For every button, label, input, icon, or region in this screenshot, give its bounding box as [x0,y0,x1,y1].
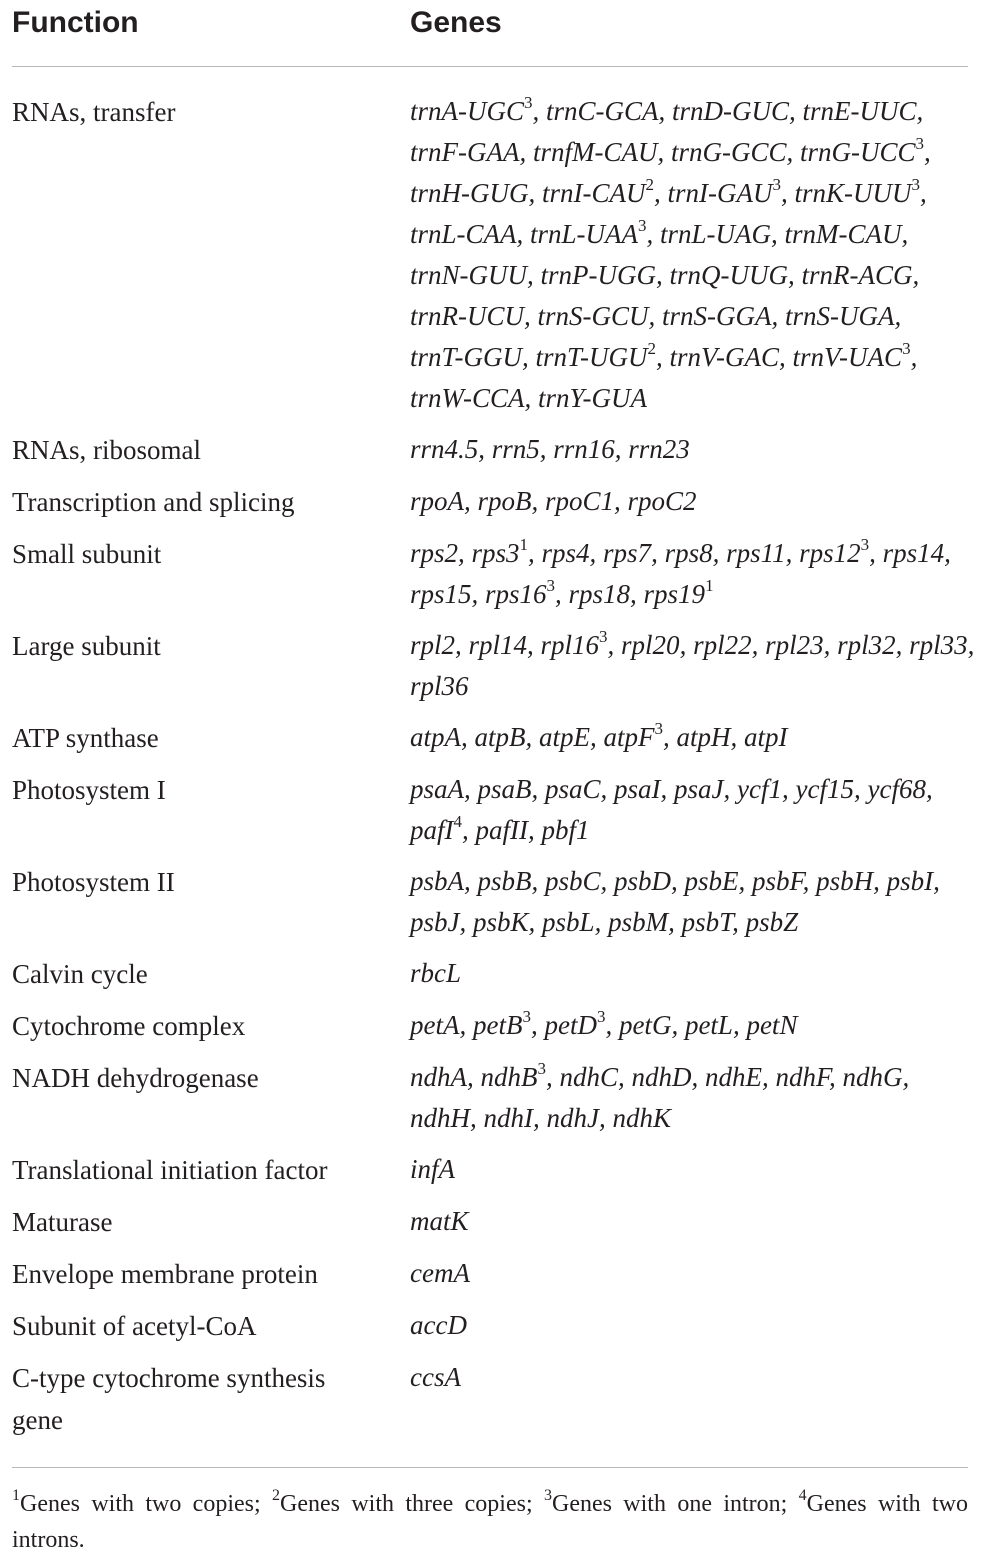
function-cell: Calvin cycle [12,959,148,989]
genes-line [410,953,968,994]
genes-line: trnH-GUG, trnI-CAU$^2$, trnI-GAU$^3$, trnK-UUU$^3$, [410,175,927,208]
gene-name: trnM-CAU [784,219,902,249]
gene-name: $rps12^3$ [799,535,870,568]
gene-name: atpF$^3$ [603,719,663,752]
gene-name: atpA [410,722,461,752]
genes-line: atpA, atpB, atpE, atpF$^3$, atpH, atpI [410,719,788,752]
table-body [12,67,975,1441]
gene-name: psbL [542,907,595,937]
gene-name: rrn23 [628,434,690,464]
gene-name: ndhF [775,1062,830,1092]
gene-name: rpoB [477,486,532,516]
gene-name: trnT-GGU [410,342,523,372]
footnote-marker: 3 [524,93,533,112]
gene-name: psbT [681,907,733,937]
gene-name: psbI [886,866,934,896]
gene-name: trnD-GUC [672,96,790,126]
gene-name: rpl23 [765,630,824,660]
gene-name: ndhI [483,1103,533,1133]
genes-line: rrn4.5, rrn5, rrn16, rrn23 [410,434,690,464]
function-cell: Large subunit [12,631,161,661]
gene-name: rps11 [726,538,786,568]
gene-name: trnC-GCA [546,96,659,126]
gene-name: atpI [744,722,788,752]
gene-name: petB$^3$ [472,1007,531,1040]
genes-line [410,1149,968,1190]
table-row [12,1357,968,1441]
genes-line: trnW-CCA, trnY-GUA [410,383,648,413]
footnote-marker: 3 [599,627,608,646]
genes-line: rps15, $rps16^3$, rps18, $rps19^1$ [410,576,714,609]
gene-name: rpoC2 [627,486,697,516]
gene-name: trnG-UCC$^3$ [800,134,925,167]
gene-name: psaB [477,774,532,804]
function-cell: RNAs, ribosomal [12,435,201,465]
gene-name: cemA [410,1258,470,1288]
gene-name: trnL-CAA [410,219,517,249]
genes-line: psbA, psbB, psbC, psbD, psbE, psbF, psbH, psbI, [410,866,940,896]
table-row [12,481,968,523]
gene-name: trnA-UGC$^3$ [410,93,533,126]
function-cell: Subunit of acetyl-CoA [12,1311,257,1341]
gene-name: trnV-UAC$^3$ [792,339,911,372]
gene-name: trnY-GUA [538,383,648,413]
gene-name: ndhH [410,1103,470,1133]
gene-name: psaA [410,774,464,804]
genes-cell [410,953,968,994]
gene-name: psbC [545,866,601,896]
genes-cell [410,481,968,522]
footnote-marker: 3 [911,175,920,194]
footnote-marker: 2 [645,175,654,194]
gene-name: rps15 [410,579,472,609]
gene-name: psbE [684,866,739,896]
footnote-marker: 1 [519,535,529,554]
function-cell: RNAs, transfer [12,97,176,127]
genes-cell [410,717,968,758]
function-cell: NADH dehydrogenase [12,1063,259,1093]
footnote-marker: 3 [654,719,663,738]
gene-name: ccsA [410,1362,461,1392]
gene-name: psbF [752,866,803,896]
genes-line [410,666,974,707]
gene-name: ndhD [631,1062,692,1092]
gene-name: ycf15 [795,774,854,804]
gene-name: trnI-GAU$^3$ [667,175,781,208]
gene-name: $rps3^1$ [471,535,529,568]
gene-name: ndhG [842,1062,903,1092]
gene-name: ndhK [612,1103,671,1133]
gene-name: rpoC1 [545,486,615,516]
gene-name: trnR-UCU [410,301,524,331]
genes-cell [410,861,968,943]
gene-name: $rps19^1$ [643,576,714,609]
genes-line [410,1305,968,1346]
table-row [12,953,968,995]
gene-name: rpl33 [909,630,968,660]
gene-name: matK [410,1206,469,1236]
footnote-item: $^1$Genes with two copies [12,1487,254,1517]
table-row [12,717,968,759]
gene-name: atpB [474,722,526,752]
gene-name: rps2 [410,538,459,568]
genes-line: rpoA, rpoB, rpoC1, rpoC2 [410,486,697,516]
genes-line: trnN-GUU, trnP-UGG, trnQ-UUG, trnR-ACG, [410,260,920,290]
gene-name: trnF-GAA [410,137,520,167]
table-row [12,1005,968,1047]
gene-name: petD$^3$ [544,1007,606,1040]
gene-name: psbM [608,907,669,937]
gene-name: rpl22 [693,630,752,660]
gene-name: rpl20 [621,630,680,660]
gene-name: trnS-GGA [662,301,772,331]
gene-name: psbD [614,866,672,896]
footnote-item: $^2$Genes with three copies [272,1487,526,1517]
genes-line [410,1357,968,1398]
gene-name: trnG-GCC [670,137,787,167]
gene-name: trnH-GUG [410,178,529,208]
header-genes: Genes [410,6,502,39]
gene-name: rpl36 [410,671,469,701]
footnote-marker: 3 [772,175,781,194]
table-row [12,1057,968,1139]
genes-line: trnA-UGC$^3$, trnC-GCA, trnD-GUC, trnE-UUC, [410,93,924,126]
footnote-marker: 3 [638,216,647,235]
gene-name: petN [746,1010,798,1040]
footnote-marker: 3 [915,134,925,153]
gene-name: trnP-UGG [540,260,657,290]
footnote-item: $^3$Genes with one intron [543,1487,781,1517]
footnote-marker: 2 [647,339,657,358]
genes-cell [410,91,968,419]
genes-cell [410,625,974,707]
gene-name: rps4 [541,538,590,568]
gene-name: rps14 [882,538,945,568]
gene-name: atpE [539,722,590,752]
gene-name: $rps16^3$ [485,576,556,609]
function-cell: Translational initiation factor [12,1155,328,1185]
gene-name: psaJ [674,774,724,804]
genes-line: trnR-UCU, trnS-GCU, trnS-GGA, trnS-UGA, [410,301,902,331]
genes-line: rps2, $rps3^1$, rps4, rps7, rps8, rps11, $rps12^3$, rps14, [410,535,951,568]
genes-cell [410,1005,968,1046]
genes-line: ndhA, ndhB$^3$, ndhC, ndhD, ndhE, ndhF, ndhG, [410,1059,910,1092]
gene-name: rps7 [603,538,652,568]
genes-line: trnT-GGU, trnT-UGU$^2$, trnV-GAC, trnV-UAC$^3$, [410,339,918,372]
gene-name: ndhB$^3$ [480,1059,546,1092]
gene-name: pafII [475,815,528,845]
gene-name: rpl2 [410,630,456,660]
genes-cell [410,1057,968,1139]
table-row [12,1201,968,1243]
genes-cell [410,1357,968,1398]
gene-name: psbA [410,866,464,896]
gene-name: psbZ [745,907,799,937]
gene-name: trnQ-UUG [669,260,789,290]
table-row [12,625,975,707]
gene-name: ndhE [705,1062,763,1092]
function-cell: Photosystem II [12,867,175,897]
gene-name: rps18 [568,579,631,609]
gene-name: rrn5 [491,434,540,464]
footnote-marker: 3 [522,1007,531,1026]
genes-line: psaA, psaB, psaC, psaI, psaJ, ycf1, ycf15, ycf68, [410,774,933,804]
gene-name: trnW-CCA [410,383,525,413]
gene-name: petG [618,1010,672,1040]
gene-name: $rpl16^3$ [540,627,608,660]
gene-name: trnL-UAA$^3$ [530,216,647,249]
table-row [12,91,968,419]
genes-line: pafI$^4$, pafII, pbf1 [410,812,590,845]
table-row [12,429,968,471]
gene-name: rpoA [410,486,464,516]
genes-cell [410,769,968,851]
gene-name: rpl14 [468,630,528,660]
footnote-item: $^4$Genes with two introns [12,1487,968,1553]
table-row [12,769,968,851]
gene-name: atpH [676,722,731,752]
table-row [12,1305,968,1347]
footnote-marker: 3 [860,535,870,554]
gene-name: ycf1 [737,774,783,804]
genes-line: rpl2, rpl14, $rpl16^3$, rpl20, rpl22, rpl23, rpl32, rpl33, [410,627,975,660]
gene-name: psbJ [410,907,460,937]
gene-name: petA [410,1010,460,1040]
gene-name: ndhA [410,1062,467,1092]
gene-name: ndhC [559,1062,619,1092]
gene-name: trnR-ACG [801,260,913,290]
footnote-marker: 3 [546,576,556,595]
footnote-marker: 3 [902,339,911,358]
gene-name: pbf1 [541,815,590,845]
gene-name: trnS-UGA [785,301,895,331]
genes-cell [410,1149,968,1190]
gene-name: trnI-CAU$^2$ [542,175,654,208]
gene-name: rrn4.5 [410,434,479,464]
gene-name: rrn16 [553,434,615,464]
function-cell: Transcription and splicing [12,487,295,517]
gene-name: rps8 [664,538,713,568]
table-row [12,1149,968,1191]
genes-line: psbJ, psbK, psbL, psbM, psbT, psbZ [410,907,799,937]
function-cell: ATP synthase [12,723,159,753]
gene-name: psbK [473,907,529,937]
function-cell: Envelope membrane protein [12,1259,318,1289]
table-row [12,1253,968,1295]
genes-cell [410,533,968,615]
genes-line: petA, petB$^3$, petD$^3$, petG, petL, petN [410,1007,798,1040]
function-cell: Cytochrome complex [12,1011,246,1041]
table-header [12,0,968,67]
gene-name: trnV-GAC [669,342,780,372]
footnote-marker: 3 [596,1007,606,1026]
function-cell: C-type cytochrome synthesis gene [12,1363,326,1435]
footnote-marker: 4 [453,812,462,831]
gene-name: psaC [545,774,601,804]
gene-name: trnK-UUU$^3$ [794,175,920,208]
gene-name: ndhJ [546,1103,599,1133]
gene-name: trnE-UUC [802,96,917,126]
gene-name: psbB [477,866,532,896]
gene-name: trnS-GCU [537,301,649,331]
gene-name: petL [684,1010,733,1040]
gene-name: psbH [816,866,874,896]
function-cell: Maturase [12,1207,113,1237]
genes-line: trnL-CAA, trnL-UAA$^3$, trnL-UAG, trnM-CAU, [410,216,909,249]
genes-line [410,1201,968,1242]
genes-cell [410,1253,968,1294]
function-cell: Small subunit [12,539,162,569]
genes-line: trnF-GAA, trnfM-CAU, trnG-GCC, trnG-UCC$^3$, [410,134,931,167]
genes-cell [410,429,968,470]
genes-cell [410,1201,968,1242]
genes-cell [410,1305,968,1346]
footnote-marker: 1 [705,576,714,595]
header-function: Function [12,6,139,39]
gene-name: trnT-UGU$^2$ [535,339,657,372]
table-row [12,861,968,943]
gene-name: rpl32 [837,630,896,660]
gene-name: trnfM-CAU [532,137,658,167]
gene-name: pafI$^4$ [410,812,462,845]
gene-name: ycf68 [867,774,926,804]
table-row [12,533,968,615]
gene-name: psaI [614,774,661,804]
gene-table [12,0,975,1451]
gene-name: trnL-UAG [660,219,772,249]
genes-line: ndhH, ndhI, ndhJ, ndhK [410,1103,671,1133]
gene-name: infA [410,1154,455,1184]
function-cell: Photosystem I [12,775,166,805]
gene-name: rbcL [410,958,462,988]
footnote-marker: 3 [537,1059,546,1078]
genes-line [410,1253,968,1294]
gene-name: trnN-GUU [410,260,528,290]
table-footnote: $^1$Genes with two copies; $^2$Genes with three copies; $^3$Genes with one intron; $^4$Genes with two introns. [12,1467,968,1558]
gene-name: accD [410,1310,467,1340]
